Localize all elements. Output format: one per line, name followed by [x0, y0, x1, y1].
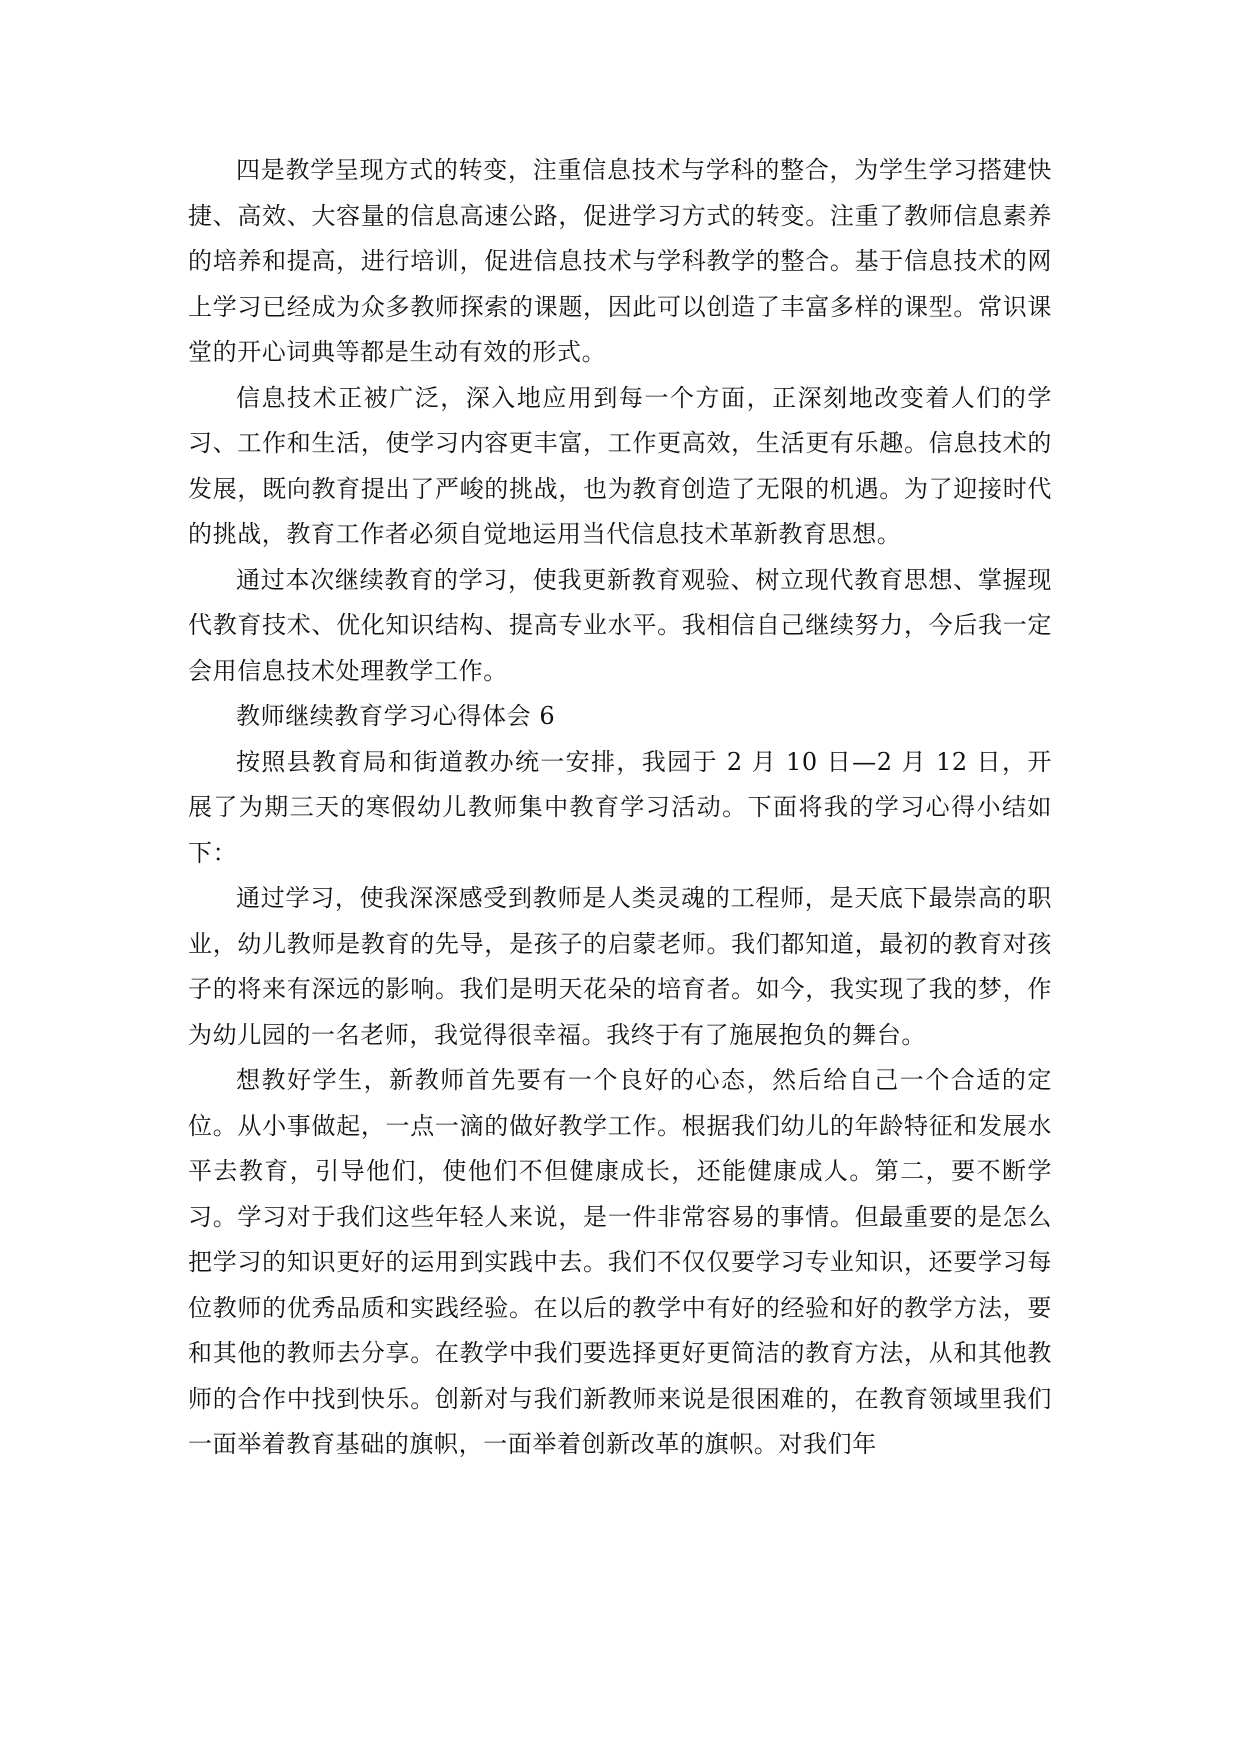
document-body: [188, 148, 1052, 1468]
paragraph-teaching-presentation: 四是教学呈现方式的转变，注重信息技术与学科的整合，为学生学习搭建快捷、高效、大容量的信息高速公路，促进学习方式的转变。注重了教师信息素养的培养和提高，进行培训，促进信息技术与学科教学的整合。基于信息技术的网上学习已经成为众多教师探索的课题，因此可以创造了丰富多样的课型。常识课堂的开心词典等都是生动有效的形式。: [188, 156, 1052, 366]
section-heading: 教师继续教育学习心得体会 6: [236, 702, 556, 730]
paragraph-teaching-attitude: 想教好学生，新教师首先要有一个良好的心态，然后给自己一个合适的定位。从小事做起，一点一滴的做好教学工作。根据我们幼儿的年龄特征和发展水平去教育，引导他们，使他们不但健康成长，还能健康成人。第二，要不断学习。学习对于我们这些年轻人来说，是一件非常容易的事情。但最重要的是怎么把学习的知识更好的运用到实践中去。我们不仅仅要学习专业知识，还要学习每位教师的优秀品质和实践经验。在以后的教学中有好的经验和好的教学方法，要和其他的教师去分享。在教学中我们要选择更好更简洁的教育方法，从和其他教师的合作中找到快乐。创新对与我们新教师来说是很困难的，在教育领域里我们一面举着教育基础的旗帜，一面举着创新改革的旗帜。对我们年: [188, 1066, 1052, 1458]
paragraph-information-technology: 信息技术正被广泛，深入地应用到每一个方面，正深刻地改变着人们的学习、工作和生活，使学习内容更丰富，工作更高效，生活更有乐趣。信息技术的发展，既向教育提出了严峻的挑战，也为教育创造了无限的机遇。为了迎接时代的挑战，教育工作者必须自觉地运用当代信息技术革新教育思想。: [188, 383, 1052, 548]
paragraph-study-conclusion: 通过本次继续教育的学习，使我更新教育观验、树立现代教育思想、掌握现代教育技术、优化知识结构、提高专业水平。我相信自己继续努力，今后我一定会用信息技术处理教学工作。: [188, 565, 1052, 685]
paragraph-study-arrangement: 按照县教育局和街道教办统一安排，我园于 2 月 10 日—2 月 12 日，开展了为期三天的寒假幼儿教师集中教育学习活动。下面将我的学习心得小结如下：: [188, 747, 1052, 867]
paragraph-teacher-feelings: 通过学习，使我深深感受到教师是人类灵魂的工程师，是天底下最崇高的职业，幼儿教师是教育的先导，是孩子的启蒙老师。我们都知道，最初的教育对孩子的将来有深远的影响。我们是明天花朵的培育者。如今，我实现了我的梦，作为幼儿园的一名老师，我觉得很幸福。我终于有了施展抱负的舞台。: [188, 884, 1052, 1049]
